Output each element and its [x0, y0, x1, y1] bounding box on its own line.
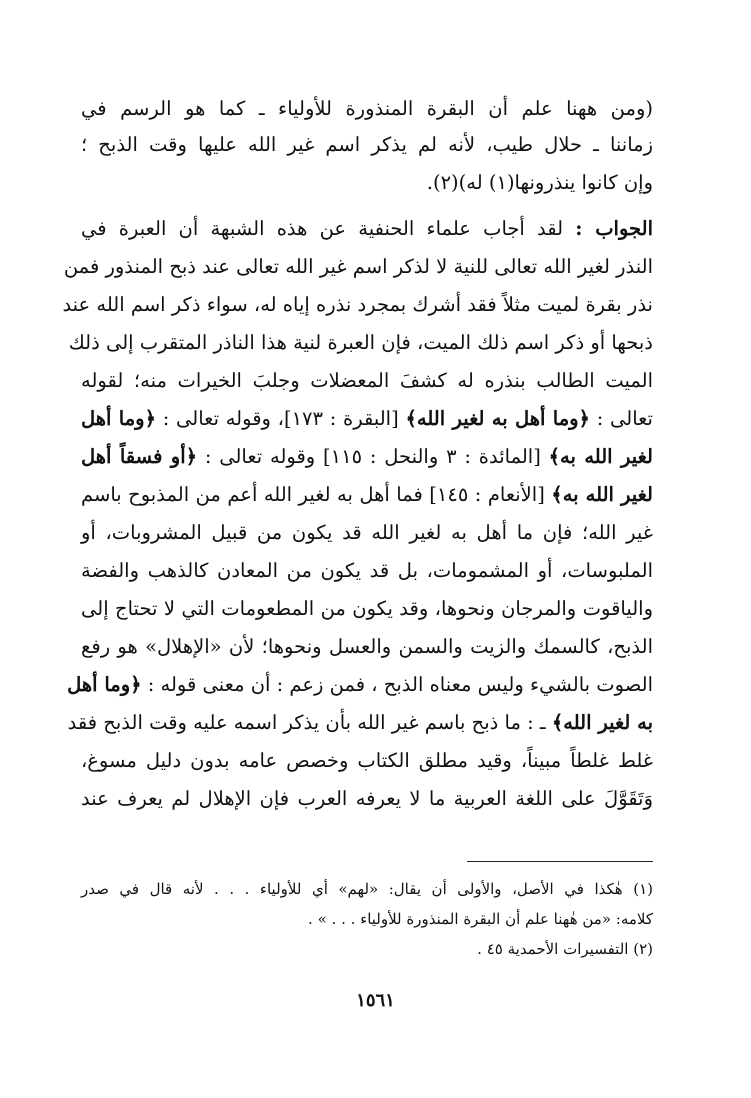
quran-quote-4-part1: ﴿وما أهل [67, 673, 142, 696]
quran-quote-2-part1: ﴿وما أهل [81, 407, 157, 430]
text-line-answer [81, 212, 653, 246]
footnote-2: (٢) التفسيرات الأحمدية ٤٥ . [477, 940, 653, 958]
text-line-9 [81, 402, 653, 436]
line-9-prefix: تعالى : [589, 407, 653, 430]
page-number: ١٥٦١ [356, 990, 395, 1011]
text-line-5: النذر لغير الله تعالى للنية لا لذكر اسم غير الله تعالى عند ذبح المنذور فمن [63, 255, 653, 278]
text-line-1: (ومن ههنا علم أن البقرة المنذورة للأولياء ـ كما هو الرسم في [81, 97, 653, 120]
text-line-7: ذبحها أو ذكر اسم ذلك الميت، فإن العبرة لنية هذا الناذر المتقرب إلى ذلك [68, 331, 653, 354]
quran-reference-3: [الأنعام : ١٤٥] فما أهل به لغير الله أعم من المذبوح باسم [81, 483, 545, 506]
line-16-text: الصوت بالشيء وليس معناه الذبح ، فمن زعم : أن معنى قوله : [141, 673, 653, 696]
text-line-17 [67, 706, 653, 740]
text-line-12: غير الله؛ فإن ما أهل به لغير الله قد يكون من قبيل المشروبات، أو [81, 521, 653, 544]
answer-text: لقد أجاب علماء الحنفية عن هذه الشبهة أن العبرة في [81, 217, 564, 240]
text-line-13: الملبوسات، أو المشمومات، بل قد يكون من المعادن كالذهب والفضة [81, 559, 653, 582]
quran-quote-1: ﴿وما أهل به لغير الله﴾ [405, 407, 590, 430]
answer-label: الجواب : [575, 217, 653, 240]
text-line-19: وَتَقَوَّلَ على اللغة العربية ما لا يعرفه العرب فإن الإهلال لم يعرف عند [81, 787, 653, 810]
quran-quote-3-part2: لغير الله به﴾ [551, 483, 653, 506]
text-line-15: الذبح، كالسمك والزيت والسمن والعسل ونحوها؛ لأن «الإهلال» هو رفع [81, 635, 653, 658]
footnote-separator [467, 861, 653, 862]
text-line-6: نذر بقرة لميت مثلاً فقد أشرك بمجرد نذره إياه له، سواء ذكر اسم الله عند [62, 293, 653, 316]
footnote-1-line-2: كلامه: «من هٰهنا علم أن البقرة المنذورة للأولياء . . . » . [308, 910, 653, 928]
text-line-16 [67, 668, 653, 702]
quran-quote-2-part2: لغير الله به﴾ [548, 445, 653, 468]
text-line-3: وإن كانوا ينذرونها(١) له)(٢). [426, 171, 653, 194]
line-17-text: ـ : ما ذبح باسم غير الله بأن يذكر اسمه عليه وقت الذبح فقد [67, 711, 546, 734]
text-line-14: والياقوت والمرجان ونحوها، وقد يكون من المطعومات التي لا تحتاج إلى [81, 597, 653, 620]
footnote-1-line-1: (١) هٰكذا في الأصل، والأولى أن يقال: «لهم» أي للأولياء . . . لأنه قال في صدر [81, 880, 653, 898]
text-line-18: غلط غلطاً مبيناً، وقيد مطلق الكتاب وخصص عامه بدون دليل مسوغ، [81, 749, 653, 772]
quran-reference-1: [البقرة : ١٧٣]، وقوله تعالى : [156, 407, 399, 430]
text-line-8: الميت الطالب بنذره له كشفَ المعضلات وجلبَ الخيرات منه؛ لقوله [81, 369, 653, 392]
text-line-2: زماننا ـ حلال طيب، لأنه لم يذكر اسم غير الله عليها وقت الذبح ؛ [81, 133, 653, 156]
quran-reference-2: [المائدة : ٣ والنحل : ١١٥] وقوله تعالى : [197, 445, 541, 468]
quran-quote-3-part1: ﴿أو فسقاً أهل [81, 445, 198, 468]
quran-quote-4-part2: به لغير الله﴾ [551, 711, 653, 734]
text-line-11 [81, 478, 653, 512]
text-line-10 [81, 440, 653, 474]
